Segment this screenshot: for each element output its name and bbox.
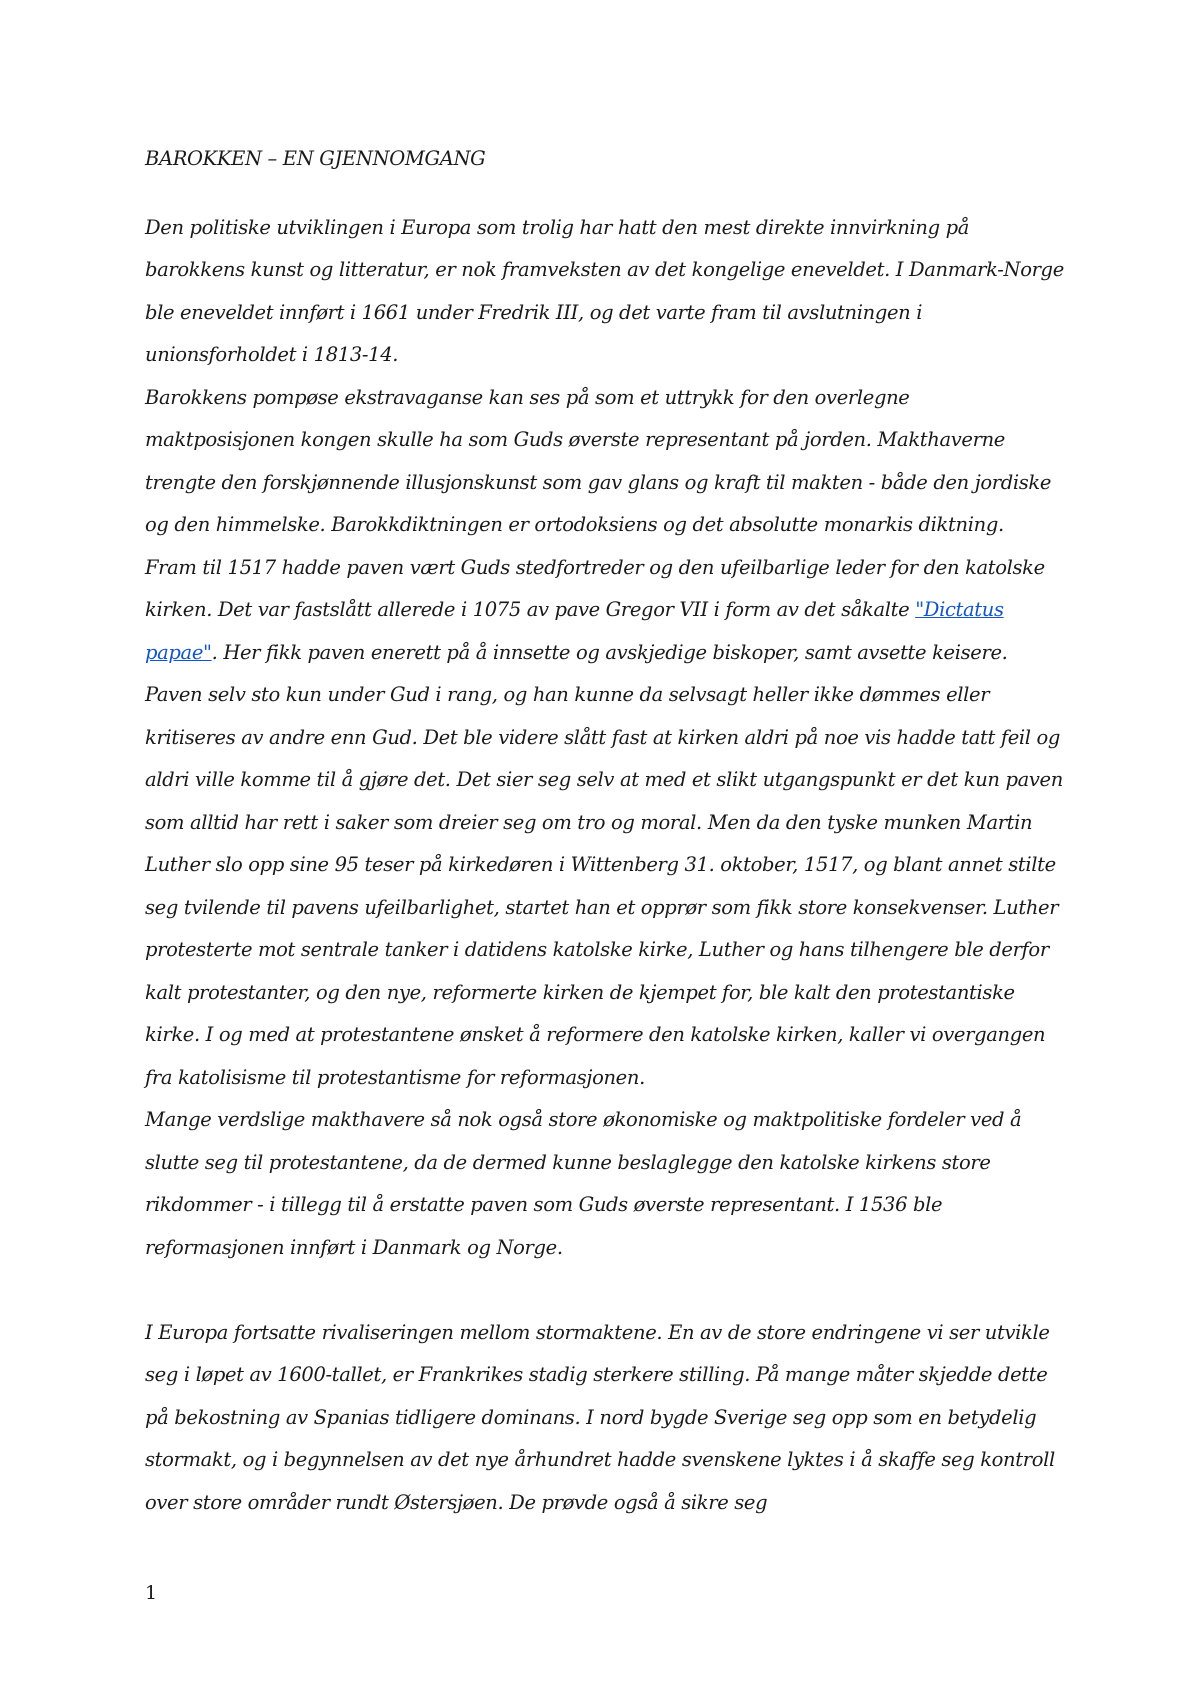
paragraph bbox=[145, 547, 1065, 1100]
document-body bbox=[145, 138, 1065, 1524]
paragraph-text: Fram til 1517 hadde paven vært Guds stedfortreder og den ufeilbarlige leder for den katolske kirken. Det var fastslått allerede i 1075 av pave Gregor VII i form av det såkalte bbox=[145, 555, 1045, 621]
paragraph: Den politiske utviklingen i Europa som trolig har hatt den mest direkte innvirkning på barokkens kunst og litteratur, er nok framveksten av det kongelige eneveldet. I Danmark-Norge ble eneveldet innført i 1661 under Fredrik III, og det varte fram til avslutningen i unionsforholdet i 1813-14. bbox=[145, 215, 1064, 366]
dictatus-papae-link[interactable]: "Dictatus papae" bbox=[145, 598, 1004, 664]
paragraph-text: . Her fikk paven enerett på å innsette og avskjedige biskoper, samt avsette keisere. Paven selv sto kun under Gud i rang, og han kunne da selvsagt heller ikke dømmes eller kritiseres av andre enn Gud. Det ble videre slått fast at kirken aldri på noe vis hadde tatt feil og aldri ville komme til å gjøre det. Det sier seg selv at med et slikt utgangspunkt er det kun paven som alltid har rett i saker som dreier seg om tro og moral. Men da den tyske munken Martin Luther slo opp sine 95 teser på kirkedøren i Wittenberg 31. oktober, 1517, og blant annet stilte seg tvilende til pavens ufeilbarlighet, startet han et opprør som fikk store konsekvenser. Luther protesterte mot sentrale tanker i datidens katolske kirke, Luther og hans tilhengere ble derfor kalt protestanter, og den nye, reformerte kirken de kjempet for, ble kalt den protestantiske kirke. I og med at protestantene ønsket å reformere den katolske kirken, kaller vi overgangen fra katolisisme til protestantisme for reformasjonen. bbox=[145, 640, 1063, 1089]
paragraph: Mange verdslige makthavere så nok også store økonomiske og maktpolitiske fordeler ved å slutte seg til protestantene, da de dermed kunne beslaglegge den katolske kirkens store rikdommer - i tillegg til å erstatte paven som Guds øverste representant. I 1536 ble reformasjonen innført i Danmark og Norge. bbox=[145, 1108, 1022, 1259]
page-number: 1 bbox=[145, 1582, 158, 1604]
paragraph-spacer bbox=[145, 1269, 1065, 1312]
paragraph: Barokkens pompøse ekstravaganse kan ses på som et uttrykk for den overlegne maktposisjonen kongen skulle ha som Guds øverste representant på jorden. Makthaverne trengte den forskjønnende illusjonskunst som gav glans og kraft til makten - både den jordiske og den himmelske. Barokkdiktningen er ortodoksiens og det absolutte monarkis diktning. bbox=[145, 385, 1052, 536]
document-title: BAROKKEN – EN GJENNOMGANG bbox=[145, 147, 486, 170]
paragraph: I Europa fortsatte rivaliseringen mellom stormaktene. En av de store endringene vi ser utvikle seg i løpet av 1600-tallet, er Frankrikes stadig sterkere stilling. På mange måter skjedde dette på bekostning av Spanias tidligere dominans. I nord bygde Sverige seg opp som en betydelig stormakt, og i begynnelsen av det nye århundret hadde svenskene lyktes i å skaffe seg kontroll over store områder rundt Østersjøen. De prøvde også å sikre seg bbox=[145, 1320, 1055, 1514]
